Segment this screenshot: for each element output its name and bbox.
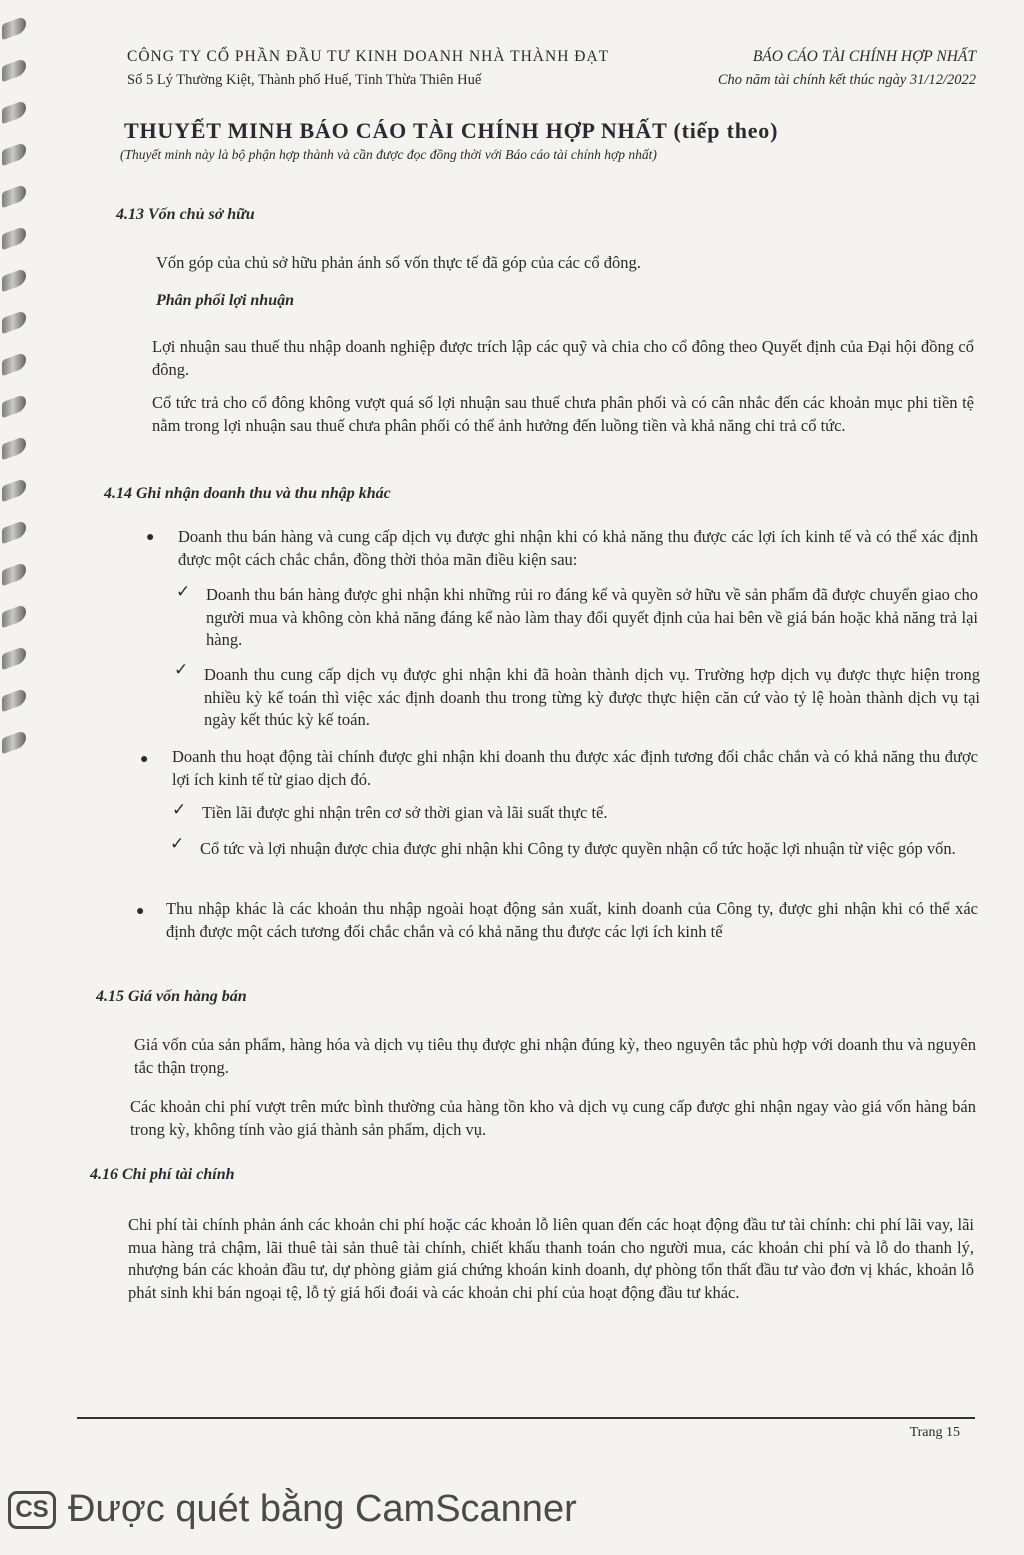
bullet-icon: ● [140, 752, 149, 767]
binding-ring [2, 730, 26, 755]
binding-ring [2, 562, 26, 587]
section-heading-4-14: 4.14 Ghi nhận doanh thu và thu nhập khác [104, 485, 391, 502]
bullet-icon: ● [136, 904, 145, 919]
report-period: Cho năm tài chính kết thúc ngày 31/12/2022 [717, 72, 976, 88]
checkmark-icon: ✓ [172, 800, 187, 819]
document-title: THUYẾT MINH BÁO CÁO TÀI CHÍNH HỢP NHẤT (tiếp theo) [124, 118, 779, 143]
camscanner-watermark [8, 1488, 577, 1531]
binding-ring [2, 352, 26, 377]
footer-divider [77, 1417, 975, 1419]
bullet-item: Doanh thu bán hàng và cung cấp dịch vụ được ghi nhận khi có khả năng thu được các lợi ích kinh tế và có thể xác định được một cách chắc chắn, đồng thời thỏa mãn điều kiện sau: [178, 527, 978, 569]
document-subtitle: (Thuyết minh này là bộ phận hợp thành và cần được đọc đồng thời với Báo cáo tài chính hợp nhất) [120, 147, 657, 162]
paragraph: Các khoản chi phí vượt trên mức bình thường của hàng tồn kho và dịch vụ cung cấp được ghi nhận ngay vào giá vốn hàng bán trong kỳ, không tính vào giá thành sản phẩm, dịch vụ. [130, 1097, 976, 1139]
bullet-item: Doanh thu hoạt động tài chính được ghi nhận khi doanh thu được xác định tương đối chắc chắn và có khả năng thu được lợi ích kinh tế từ giao dịch đó. [172, 747, 978, 789]
binding-ring [2, 16, 26, 41]
report-title: BÁO CÁO TÀI CHÍNH HỢP NHẤT [752, 48, 976, 65]
paragraph: Lợi nhuận sau thuế thu nhập doanh nghiệp được trích lập các quỹ và chia cho cổ đông theo Quyết định của Đại hội đồng cổ đông. [152, 337, 974, 379]
paragraph: Giá vốn của sản phẩm, hàng hóa và dịch vụ tiêu thụ được ghi nhận đúng kỳ, theo nguyên tắc phù hợp với doanh thu và nguyên tắc thận trọng. [134, 1035, 976, 1077]
spiral-binding [0, 20, 30, 880]
binding-ring [2, 184, 26, 209]
check-item: Cổ tức và lợi nhuận được chia được ghi nhận khi Công ty được quyền nhận cổ tức hoặc lợi nhuận từ việc góp vốn. [200, 839, 956, 858]
check-item: Tiền lãi được ghi nhận trên cơ sở thời gian và lãi suất thực tế. [202, 803, 608, 822]
binding-ring [2, 394, 26, 419]
section-heading-4-16: 4.16 Chi phí tài chính [90, 1166, 235, 1183]
binding-ring [2, 142, 26, 167]
section-heading-4-15: 4.15 Giá vốn hàng bán [96, 988, 247, 1005]
bullet-icon: ● [146, 530, 155, 545]
binding-ring [2, 688, 26, 713]
check-item: Doanh thu bán hàng được ghi nhận khi những rủi ro đáng kể và quyền sở hữu về sản phẩm đã được chuyển giao cho người mua và không còn khả năng đáng kể nào làm thay đổi quyết định của hai bên về giá bán hoặc khả năng trả lại hàng. [206, 585, 978, 649]
page-number: Trang 15 [909, 1425, 960, 1440]
checkmark-icon: ✓ [174, 660, 189, 679]
paragraph: Chi phí tài chính phản ánh các khoản chi phí hoặc các khoản lỗ liên quan đến các hoạt động đầu tư tài chính: chi phí lãi vay, lãi mua hàng trả chậm, lãi thuê tài sản thuê tài chính, chiết khấu thanh toán cho người mua, các khoản chi phí và lỗ do thanh lý, nhượng bán các khoản đầu tư, dự phòng giảm giá chứng khoán kinh doanh, dự phòng tổn thất đầu tư vào đơn vị khác, khoản lỗ phát sinh khi bán ngoại tệ, lỗ tỷ giá hối đoái và các khoản chi phí của hoạt động đầu tư khác. [128, 1215, 974, 1302]
binding-ring [2, 100, 26, 125]
binding-ring [2, 268, 26, 293]
company-name: CÔNG TY CỔ PHẦN ĐẦU TƯ KINH DOANH NHÀ THÀNH ĐẠT [127, 48, 610, 65]
subheading-profit-distribution: Phân phối lợi nhuận [156, 292, 294, 309]
bullet-item: Thu nhập khác là các khoản thu nhập ngoài hoạt động sản xuất, kinh doanh của Công ty, được ghi nhận khi có thể xác định được một cách tương đối chắc chắn và có khả năng thu được các lợi ích kinh tế [166, 899, 978, 941]
binding-ring [2, 436, 26, 461]
header-company-block [127, 48, 609, 89]
binding-ring [2, 604, 26, 629]
binding-ring [2, 310, 26, 335]
watermark-text: Được quét bằng CamScanner [68, 1488, 577, 1530]
section-heading-4-13: 4.13 Vốn chủ sở hữu [116, 206, 255, 223]
checkmark-icon: ✓ [176, 582, 191, 601]
header-report-block [718, 48, 976, 89]
binding-ring [2, 58, 26, 83]
paragraph: Vốn góp của chủ sở hữu phản ánh số vốn thực tế đã góp của các cổ đông. [156, 253, 641, 272]
binding-ring [2, 226, 26, 251]
binding-ring [2, 478, 26, 503]
binding-ring [2, 646, 26, 671]
paragraph: Cổ tức trả cho cổ đông không vượt quá số lợi nhuận sau thuế chưa phân phối và có cân nhắc đến các khoản mục phi tiền tệ nằm trong lợi nhuận sau thuế chưa phân phối có thể ảnh hưởng đến luồng tiền và khả năng chi trả cổ tức. [152, 393, 974, 435]
check-item: Doanh thu cung cấp dịch vụ được ghi nhận khi đã hoàn thành dịch vụ. Trường hợp dịch vụ được thực hiện trong nhiều kỳ kế toán thì việc xác định doanh thu trong từng kỳ được thực hiện căn cứ vào tỷ lệ hoàn thành dịch vụ tại ngày kết thúc kỳ kế toán. [204, 665, 980, 729]
camscanner-logo-icon: CS [8, 1491, 56, 1529]
binding-ring [2, 520, 26, 545]
company-address: Số 5 Lý Thường Kiệt, Thành phố Huế, Tỉnh Thừa Thiên Huế [127, 72, 482, 88]
checkmark-icon: ✓ [170, 834, 185, 853]
